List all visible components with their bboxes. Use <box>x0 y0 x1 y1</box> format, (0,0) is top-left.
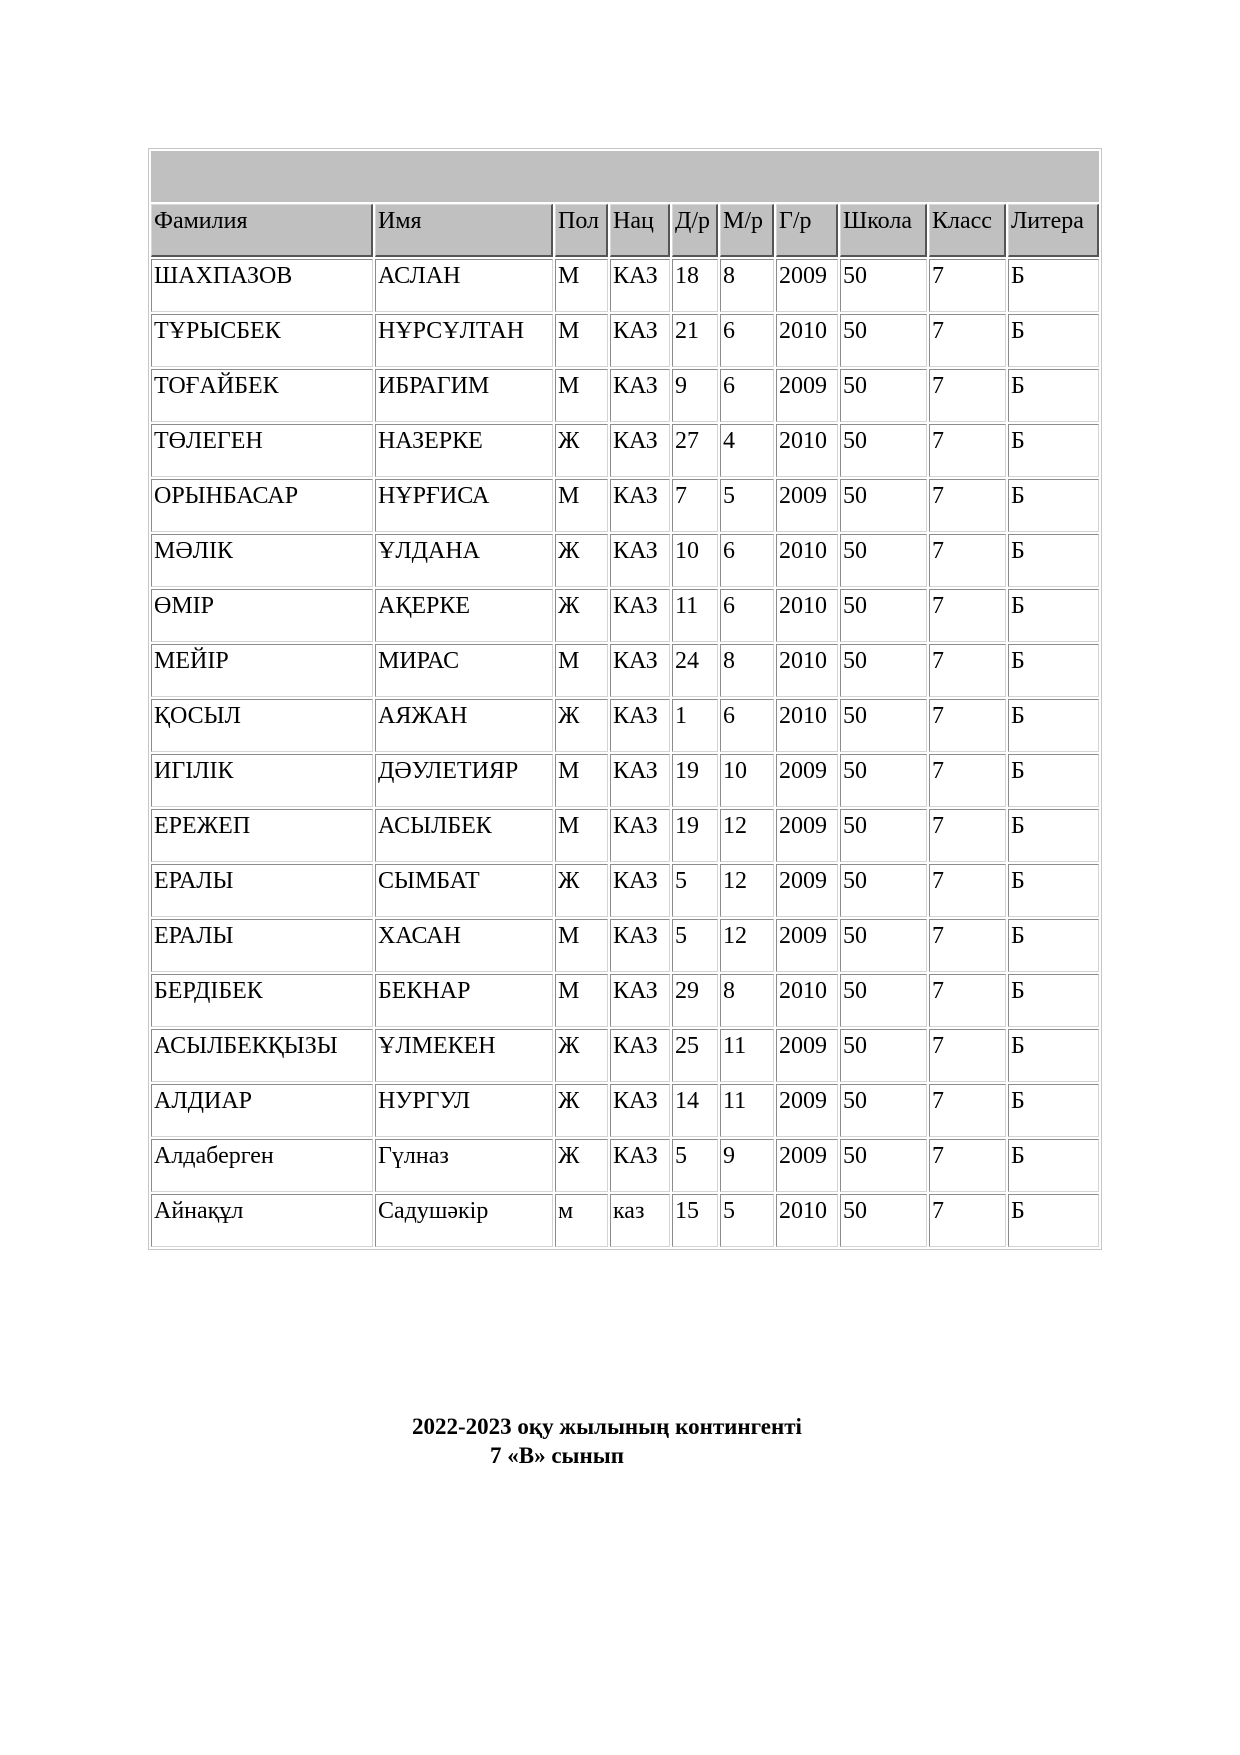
first-name-cell: МИРАС <box>375 644 553 697</box>
letter-cell: Б <box>1008 809 1099 862</box>
grade-cell: 7 <box>929 1139 1006 1192</box>
birth-month-cell: 12 <box>720 809 774 862</box>
letter-cell: Б <box>1008 1084 1099 1137</box>
birth-month-cell: 12 <box>720 919 774 972</box>
nationality-cell: каз <box>610 1194 670 1247</box>
birth-year-cell: 2010 <box>776 974 838 1027</box>
birth-month-cell: 4 <box>720 424 774 477</box>
school-cell: 50 <box>840 864 927 917</box>
first-name-cell: АҚЕРКЕ <box>375 589 553 642</box>
birth-month-cell: 8 <box>720 259 774 312</box>
birth-month-cell: 6 <box>720 699 774 752</box>
table-row <box>151 1029 1099 1082</box>
birth-year-cell: 2010 <box>776 424 838 477</box>
grade-cell: 7 <box>929 479 1006 532</box>
surname-cell: ШАХПАЗОВ <box>151 259 373 312</box>
birth-year-cell: 2009 <box>776 919 838 972</box>
birth-day-cell: 25 <box>672 1029 718 1082</box>
first-name-cell: АЯЖАН <box>375 699 553 752</box>
school-cell: 50 <box>840 424 927 477</box>
birth-day-cell: 15 <box>672 1194 718 1247</box>
letter-cell: Б <box>1008 1194 1099 1247</box>
school-cell: 50 <box>840 754 927 807</box>
birth-year-cell: 2009 <box>776 479 838 532</box>
table-row <box>151 699 1099 752</box>
grade-cell: 7 <box>929 919 1006 972</box>
table-row <box>151 919 1099 972</box>
table-row <box>151 479 1099 532</box>
birth-year-cell: 2009 <box>776 1084 838 1137</box>
surname-cell: БЕРДІБЕК <box>151 974 373 1027</box>
surname-cell: МЕЙІР <box>151 644 373 697</box>
table-row <box>151 259 1099 312</box>
letter-cell: Б <box>1008 589 1099 642</box>
birth-year-cell: 2010 <box>776 534 838 587</box>
birth-year-cell: 2010 <box>776 644 838 697</box>
letter-cell: Б <box>1008 754 1099 807</box>
school-cell: 50 <box>840 1029 927 1082</box>
gender-cell: М <box>555 369 608 422</box>
birth-month-cell: 5 <box>720 1194 774 1247</box>
gender-cell: М <box>555 974 608 1027</box>
birth-month-cell: 8 <box>720 644 774 697</box>
school-cell: 50 <box>840 534 927 587</box>
title-band-cell <box>151 151 1099 202</box>
surname-cell: ӨМІР <box>151 589 373 642</box>
school-cell: 50 <box>840 919 927 972</box>
table-row <box>151 644 1099 697</box>
first-name-cell: НҰРСҰЛТАН <box>375 314 553 367</box>
nationality-cell: КАЗ <box>610 809 670 862</box>
birth-day-cell: 10 <box>672 534 718 587</box>
birth-day-cell: 24 <box>672 644 718 697</box>
birth-day-cell: 19 <box>672 754 718 807</box>
surname-cell: ЕРАЛЫ <box>151 864 373 917</box>
table-row <box>151 314 1099 367</box>
gender-cell: М <box>555 754 608 807</box>
column-header-letter: Литера <box>1008 204 1099 257</box>
school-cell: 50 <box>840 974 927 1027</box>
birth-day-cell: 1 <box>672 699 718 752</box>
grade-cell: 7 <box>929 699 1006 752</box>
grade-cell: 7 <box>929 1084 1006 1137</box>
nationality-cell: КАЗ <box>610 1139 670 1192</box>
table-row <box>151 1084 1099 1137</box>
table-row <box>151 1139 1099 1192</box>
surname-cell: ТОҒАЙБЕК <box>151 369 373 422</box>
nationality-cell: КАЗ <box>610 479 670 532</box>
school-cell: 50 <box>840 369 927 422</box>
grade-cell: 7 <box>929 259 1006 312</box>
column-header-grade: Класс <box>929 204 1006 257</box>
table-row <box>151 369 1099 422</box>
nationality-cell: КАЗ <box>610 974 670 1027</box>
grade-cell: 7 <box>929 864 1006 917</box>
table-row <box>151 1194 1099 1247</box>
birth-month-cell: 12 <box>720 864 774 917</box>
grade-cell: 7 <box>929 314 1006 367</box>
grade-cell: 7 <box>929 1194 1006 1247</box>
gender-cell: М <box>555 259 608 312</box>
nationality-cell: КАЗ <box>610 259 670 312</box>
first-name-cell: АСЫЛБЕК <box>375 809 553 862</box>
birth-year-cell: 2010 <box>776 314 838 367</box>
school-cell: 50 <box>840 259 927 312</box>
nationality-cell: КАЗ <box>610 864 670 917</box>
nationality-cell: КАЗ <box>610 644 670 697</box>
birth-month-cell: 11 <box>720 1084 774 1137</box>
nationality-cell: КАЗ <box>610 754 670 807</box>
table-row <box>151 809 1099 862</box>
birth-year-cell: 2010 <box>776 589 838 642</box>
birth-month-cell: 6 <box>720 369 774 422</box>
letter-cell: Б <box>1008 644 1099 697</box>
school-cell: 50 <box>840 644 927 697</box>
first-name-cell: ИБРАГИМ <box>375 369 553 422</box>
document-caption-year: 2022-2023 оқу жылының контингенті <box>412 1414 802 1439</box>
birth-day-cell: 19 <box>672 809 718 862</box>
birth-year-cell: 2009 <box>776 1029 838 1082</box>
table-row <box>151 754 1099 807</box>
first-name-cell: СЫМБАТ <box>375 864 553 917</box>
letter-cell: Б <box>1008 479 1099 532</box>
nationality-cell: КАЗ <box>610 699 670 752</box>
surname-cell: Алдаберген <box>151 1139 373 1192</box>
surname-cell: ЕРЕЖЕП <box>151 809 373 862</box>
column-header-school: Школа <box>840 204 927 257</box>
gender-cell: М <box>555 919 608 972</box>
first-name-cell: ДӘУЛЕТИЯР <box>375 754 553 807</box>
table-body <box>151 151 1099 1247</box>
birth-day-cell: 27 <box>672 424 718 477</box>
grade-cell: 7 <box>929 589 1006 642</box>
school-cell: 50 <box>840 809 927 862</box>
grade-cell: 7 <box>929 974 1006 1027</box>
column-header-gender: Пол <box>555 204 608 257</box>
surname-cell: ИГІЛІК <box>151 754 373 807</box>
table-row <box>151 864 1099 917</box>
birth-day-cell: 21 <box>672 314 718 367</box>
nationality-cell: КАЗ <box>610 589 670 642</box>
birth-year-cell: 2009 <box>776 864 838 917</box>
letter-cell: Б <box>1008 534 1099 587</box>
surname-cell: МӘЛІК <box>151 534 373 587</box>
column-header-nationality: Нац <box>610 204 670 257</box>
letter-cell: Б <box>1008 369 1099 422</box>
letter-cell: Б <box>1008 424 1099 477</box>
gender-cell: Ж <box>555 864 608 917</box>
surname-cell: ТҰРЫСБЕК <box>151 314 373 367</box>
birth-month-cell: 6 <box>720 589 774 642</box>
school-cell: 50 <box>840 314 927 367</box>
first-name-cell: НҰРҒИСА <box>375 479 553 532</box>
first-name-cell: НУРГУЛ <box>375 1084 553 1137</box>
birth-year-cell: 2009 <box>776 369 838 422</box>
birth-day-cell: 9 <box>672 369 718 422</box>
school-cell: 50 <box>840 699 927 752</box>
first-name-cell: АСЛАН <box>375 259 553 312</box>
table-row <box>151 974 1099 1027</box>
birth-month-cell: 9 <box>720 1139 774 1192</box>
gender-cell: Ж <box>555 589 608 642</box>
first-name-cell: БЕКНАР <box>375 974 553 1027</box>
table-row <box>151 534 1099 587</box>
nationality-cell: КАЗ <box>610 314 670 367</box>
grade-cell: 7 <box>929 644 1006 697</box>
birth-year-cell: 2009 <box>776 754 838 807</box>
grade-cell: 7 <box>929 369 1006 422</box>
letter-cell: Б <box>1008 919 1099 972</box>
birth-day-cell: 5 <box>672 919 718 972</box>
letter-cell: Б <box>1008 864 1099 917</box>
school-cell: 50 <box>840 1139 927 1192</box>
surname-cell: Айнақұл <box>151 1194 373 1247</box>
surname-cell: ТӨЛЕГЕН <box>151 424 373 477</box>
first-name-cell: Садушәкір <box>375 1194 553 1247</box>
gender-cell: Ж <box>555 424 608 477</box>
school-cell: 50 <box>840 479 927 532</box>
birth-month-cell: 10 <box>720 754 774 807</box>
gender-cell: М <box>555 314 608 367</box>
gender-cell: Ж <box>555 1139 608 1192</box>
column-header-birth-day: Д/р <box>672 204 718 257</box>
letter-cell: Б <box>1008 259 1099 312</box>
first-name-cell: ҰЛМЕКЕН <box>375 1029 553 1082</box>
gender-cell: М <box>555 479 608 532</box>
birth-month-cell: 6 <box>720 534 774 587</box>
grade-cell: 7 <box>929 754 1006 807</box>
birth-year-cell: 2009 <box>776 1139 838 1192</box>
letter-cell: Б <box>1008 1029 1099 1082</box>
first-name-cell: ҰЛДАНА <box>375 534 553 587</box>
table-header-row <box>151 204 1099 257</box>
school-cell: 50 <box>840 1084 927 1137</box>
first-name-cell: ХАСАН <box>375 919 553 972</box>
surname-cell: ОРЫНБАСАР <box>151 479 373 532</box>
table-row <box>151 589 1099 642</box>
gender-cell: м <box>555 1194 608 1247</box>
gender-cell: Ж <box>555 1029 608 1082</box>
surname-cell: ҚОСЫЛ <box>151 699 373 752</box>
letter-cell: Б <box>1008 699 1099 752</box>
student-roster-table <box>148 148 1102 1250</box>
birth-day-cell: 7 <box>672 479 718 532</box>
birth-month-cell: 11 <box>720 1029 774 1082</box>
column-header-first-name: Имя <box>375 204 553 257</box>
gender-cell: М <box>555 809 608 862</box>
first-name-cell: НАЗЕРКЕ <box>375 424 553 477</box>
table-row <box>151 424 1099 477</box>
birth-month-cell: 5 <box>720 479 774 532</box>
gender-cell: Ж <box>555 534 608 587</box>
document-caption-class: 7 «В» сынып <box>490 1443 624 1468</box>
gender-cell: Ж <box>555 1084 608 1137</box>
grade-cell: 7 <box>929 1029 1006 1082</box>
column-header-surname: Фамилия <box>151 204 373 257</box>
birth-day-cell: 29 <box>672 974 718 1027</box>
grade-cell: 7 <box>929 424 1006 477</box>
nationality-cell: КАЗ <box>610 424 670 477</box>
surname-cell: АЛДИАР <box>151 1084 373 1137</box>
grade-cell: 7 <box>929 809 1006 862</box>
column-header-birth-year: Г/р <box>776 204 838 257</box>
birth-month-cell: 6 <box>720 314 774 367</box>
birth-day-cell: 5 <box>672 864 718 917</box>
surname-cell: ЕРАЛЫ <box>151 919 373 972</box>
gender-cell: Ж <box>555 699 608 752</box>
table-title-band <box>151 151 1099 202</box>
letter-cell: Б <box>1008 1139 1099 1192</box>
nationality-cell: КАЗ <box>610 369 670 422</box>
nationality-cell: КАЗ <box>610 1029 670 1082</box>
school-cell: 50 <box>840 1194 927 1247</box>
birth-day-cell: 5 <box>672 1139 718 1192</box>
birth-day-cell: 18 <box>672 259 718 312</box>
letter-cell: Б <box>1008 974 1099 1027</box>
birth-year-cell: 2009 <box>776 809 838 862</box>
column-header-birth-month: М/р <box>720 204 774 257</box>
birth-day-cell: 14 <box>672 1084 718 1137</box>
birth-day-cell: 11 <box>672 589 718 642</box>
birth-year-cell: 2010 <box>776 1194 838 1247</box>
surname-cell: АСЫЛБЕКҚЫЗЫ <box>151 1029 373 1082</box>
grade-cell: 7 <box>929 534 1006 587</box>
gender-cell: М <box>555 644 608 697</box>
nationality-cell: КАЗ <box>610 1084 670 1137</box>
nationality-cell: КАЗ <box>610 534 670 587</box>
birth-month-cell: 8 <box>720 974 774 1027</box>
first-name-cell: Гүлназ <box>375 1139 553 1192</box>
birth-year-cell: 2010 <box>776 699 838 752</box>
letter-cell: Б <box>1008 314 1099 367</box>
nationality-cell: КАЗ <box>610 919 670 972</box>
birth-year-cell: 2009 <box>776 259 838 312</box>
school-cell: 50 <box>840 589 927 642</box>
